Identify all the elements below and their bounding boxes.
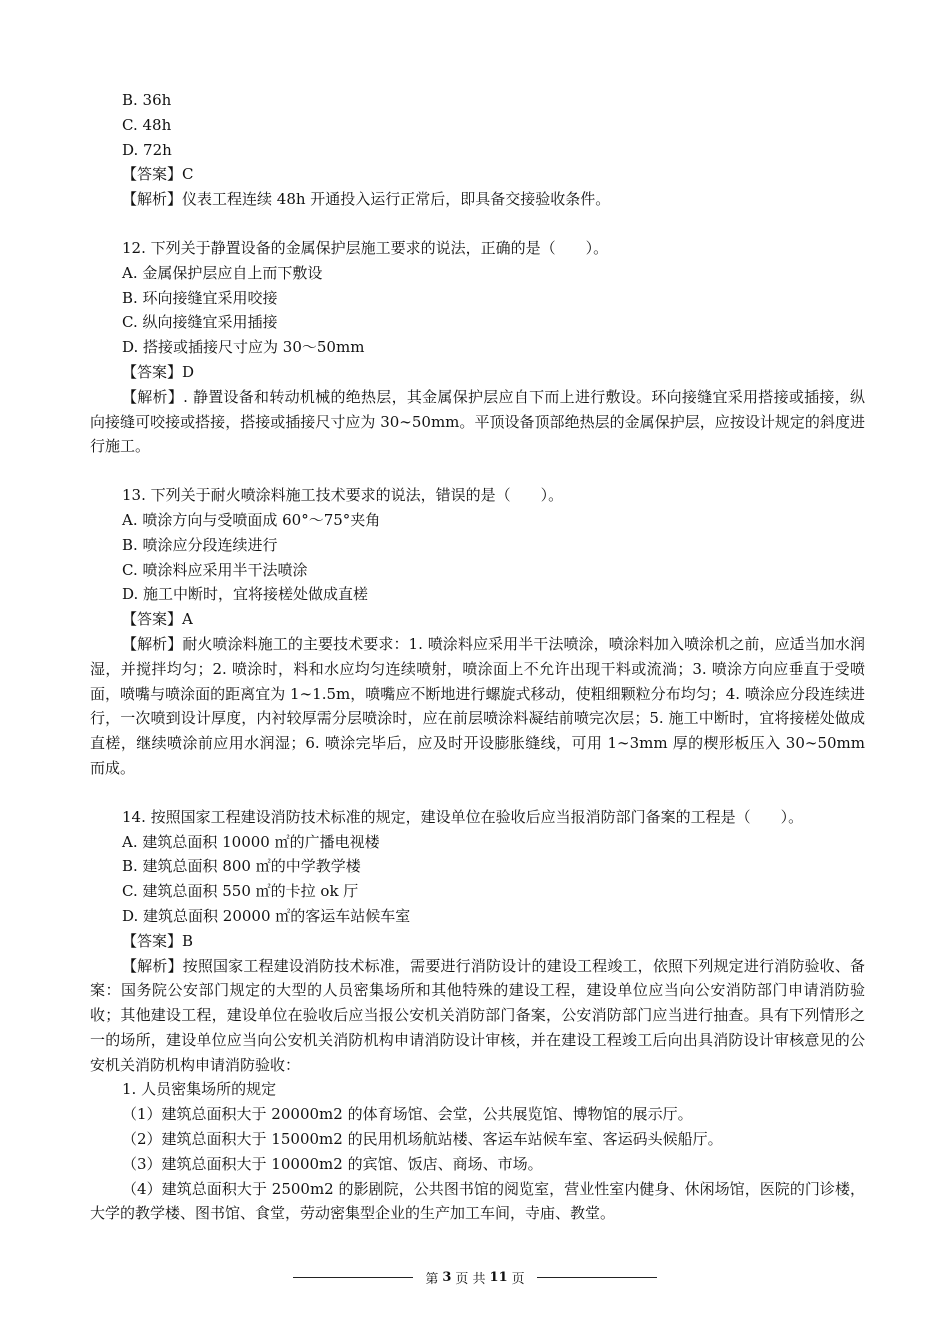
footer-rule-right bbox=[537, 1277, 657, 1278]
q11-option-b: B. 36h bbox=[122, 91, 172, 109]
q14-answer: 【答案】B bbox=[122, 931, 194, 950]
spacer bbox=[90, 459, 865, 483]
footer-middle: 页 共 bbox=[455, 1271, 486, 1287]
q14-list-title: 1. 人员密集场所的规定 bbox=[122, 1080, 277, 1099]
q14-option-c: C. 建筑总面积 550 ㎡的卡拉 ok 厅 bbox=[122, 882, 359, 901]
q13-analysis: 【解析】耐火喷涂料施工的主要技术要求：1. 喷涂料应采用半干法喷涂，喷涂料加入喷涂机之前，应适当加水润湿，并搅拌均匀；2. 喷涂时，料和水应均匀连续喷射，喷涂面上不允许出现干料或流淌；3. 喷涂方向应垂直于受喷面，喷嘴与喷涂面的距离宜为 1∼1.5m，喷嘴应不断地进行螺旋式移动，使粗细颗粒分布均匀；4. 喷涂应分段连续进行，一次喷到设计厚度，内衬较厚需分层喷涂时，应在前层喷涂料凝结前喷完次层；5. 施工中断时，宜将接槎处做成直槎，继续喷涂前应用水润湿；6. 喷涂完毕后，应及时开设膨胀缝线，可用 1∼3mm 厚的楔形板压入 30∼50mm 而成。 bbox=[90, 634, 865, 777]
footer-rule-left bbox=[293, 1277, 413, 1278]
q14-option-d: D. 建筑总面积 20000 ㎡的客运车站候车室 bbox=[122, 906, 411, 925]
q13-option-b: B. 喷涂应分段连续进行 bbox=[122, 535, 278, 554]
q12-analysis: 【解析】. 静置设备和转动机械的绝热层，其金属保护层应自下而上进行敷设。环向接缝宜采用搭接或插接，纵向接缝可咬接或搭接，搭接或插接尺寸应为 30∼50mm。平顶设备顶部绝热层的金属保护层，应按设计规定的斜度进行施工。 bbox=[90, 387, 865, 456]
page-content bbox=[90, 88, 865, 1226]
q11-option-d: D. 72h bbox=[122, 140, 172, 159]
q14-analysis: 【解析】按照国家工程建设消防技术标准，需要进行消防设计的建设工程竣工，依照下列规定进行消防验收、备案：国务院公安部门规定的大型的人员密集场所和其他特殊的建设工程，建设单位应当向公安消防部门申请消防验收；其他建设工程，建设单位在验收后应当报公安机关消防部门备案，公安消防部门应当进行抽查。具有下列情形之一的场所，建设单位应当向公安机关消防机构申请消防设计审核，并在建设工程竣工后向出具消防设计审核意见的公安机关消防机构申请消防验收： bbox=[90, 956, 865, 1074]
q13-option-c: C. 喷涂料应采用半干法喷涂 bbox=[122, 560, 308, 579]
q12-option-d: D. 搭接或插接尺寸应为 30～50mm bbox=[122, 338, 365, 357]
q11-answer: 【答案】C bbox=[122, 165, 194, 184]
q14-list-item: （1）建筑总面积大于 20000m2 的体育场馆、会堂，公共展览馆、博物馆的展示厅。 bbox=[122, 1105, 693, 1124]
q12-answer: 【答案】D bbox=[122, 362, 195, 381]
q12-option-c: C. 纵向接缝宜采用插接 bbox=[122, 313, 278, 332]
q14-list-item: （2）建筑总面积大于 15000m2 的民用机场航站楼、客运车站候车室、客运码头候船厅。 bbox=[122, 1130, 723, 1149]
current-page-number: 3 bbox=[442, 1269, 452, 1285]
q12-option-b: B. 环向接缝宜采用咬接 bbox=[122, 288, 278, 307]
q12-stem: 12. 下列关于静置设备的金属保护层施工要求的说法，正确的是（ ）。 bbox=[122, 238, 609, 257]
q13-answer: 【答案】A bbox=[122, 610, 193, 629]
q12-option-a: A. 金属保护层应自上而下敷设 bbox=[122, 263, 323, 282]
footer-suffix: 页 bbox=[511, 1271, 525, 1287]
q13-option-d: D. 施工中断时，宜将接槎处做成直槎 bbox=[122, 585, 369, 604]
q11-option-c: C. 48h bbox=[122, 115, 172, 134]
q13-stem: 13. 下列关于耐火喷涂料施工技术要求的说法，错误的是（ ）。 bbox=[122, 486, 564, 505]
q14-option-a: A. 建筑总面积 10000 ㎡的广播电视楼 bbox=[122, 832, 380, 851]
q11-analysis: 【解析】仪表工程连续 48h 开通投入运行正常后，即具备交接验收条件。 bbox=[122, 190, 611, 209]
q14-stem: 14. 按照国家工程建设消防技术标准的规定，建设单位在验收后应当报消防部门备案的工程是（ ）。 bbox=[122, 807, 804, 826]
page-footer bbox=[0, 1265, 950, 1289]
q14-list-item: （3）建筑总面积大于 10000m2 的宾馆、饭店、商场、市场。 bbox=[122, 1154, 543, 1173]
total-page-number: 11 bbox=[489, 1269, 508, 1285]
footer-prefix: 第 bbox=[425, 1271, 439, 1287]
spacer bbox=[90, 212, 865, 236]
q13-option-a: A. 喷涂方向与受喷面成 60°～75°夹角 bbox=[122, 510, 381, 529]
q14-option-b: B. 建筑总面积 800 ㎡的中学教学楼 bbox=[122, 857, 361, 876]
spacer bbox=[90, 781, 865, 805]
q14-list-item: （4）建筑总面积大于 2500m2 的影剧院，公共图书馆的阅览室，营业性室内健身、休闲场馆，医院的门诊楼，大学的教学楼、图书馆、食堂，劳动密集型企业的生产加工车间，寺庙、教堂。 bbox=[90, 1179, 865, 1223]
